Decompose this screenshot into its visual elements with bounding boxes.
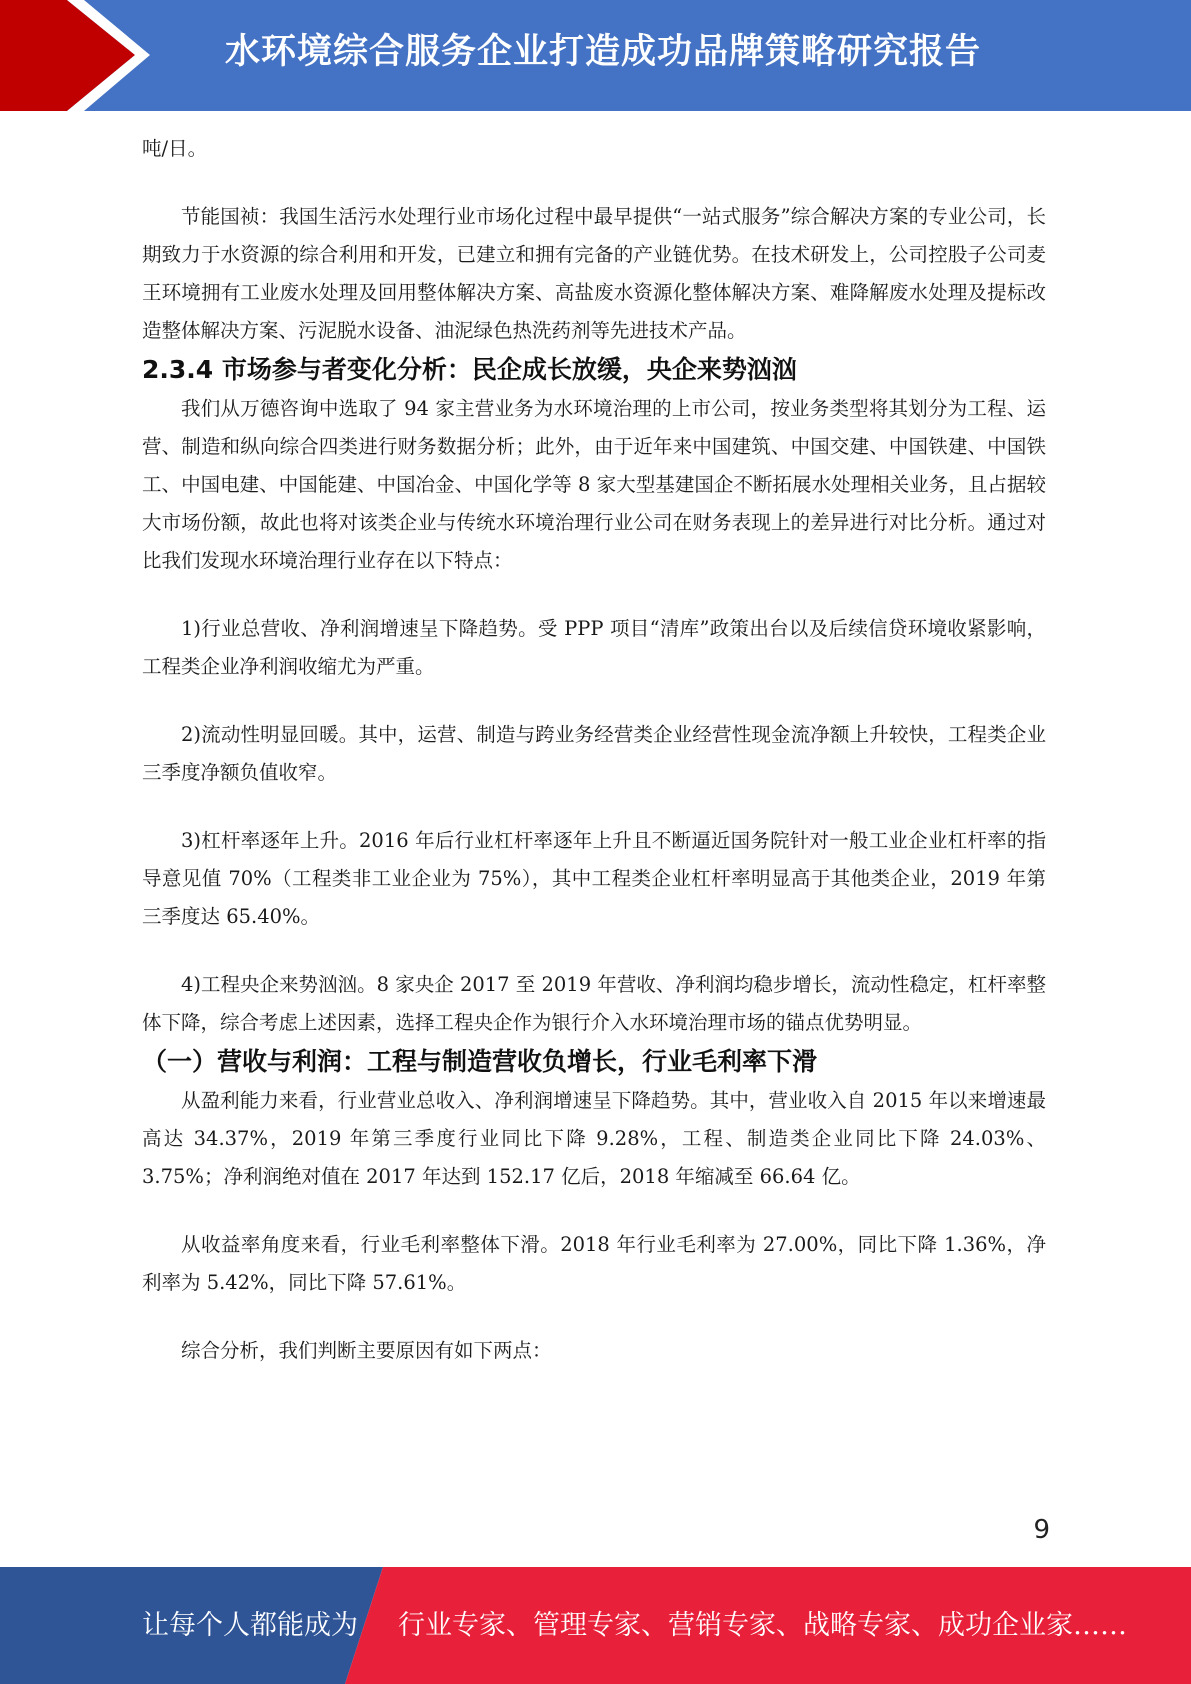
paragraph-profitability: 从盈利能力来看，行业营业总收入、净利润增速呈下降趋势。其中，营业收入自 2015 年以来增速最高达 34.37%，2019 年第三季度行业同比下降 9.28%，工程、制造类企业同比下降 24.03%、3.75%；净利润绝对值在 2017 年达到 152.17 亿后，2018 年缩减至 66.64 亿。 bbox=[142, 1089, 1046, 1188]
paragraph-guozhen: 节能国祯：我国生活污水处理行业市场化过程中最早提供“一站式服务”综合解决方案的专业公司，长期致力于水资源的综合利用和开发，已建立和拥有完备的产业链优势。在技术研发上，公司控股子公司麦王环境拥有工业废水处理及回用整体解决方案、高盐废水资源化整体解决方案、难降解废水处理及提标改造整体解决方案、污泥脱水设备、油泥绿色热洗药剂等先进技术产品。 bbox=[142, 205, 1046, 342]
document-body bbox=[142, 130, 1046, 1370]
section-heading-2-3-4: 2.3.4 市场参与者变化分析：民企成长放缓，央企来势汹汹 bbox=[142, 355, 797, 384]
footer-slogan-left: 让每个人都能成为 bbox=[142, 1610, 358, 1641]
paragraph-point-2: 2)流动性明显回暖。其中，运营、制造与跨业务经营类企业经营性现金流净额上升较快，工程类企业三季度净额负值收窄。 bbox=[142, 723, 1046, 784]
paragraph-point-3: 3)杠杆率逐年上升。2016 年后行业杠杆率逐年上升且不断逼近国务院针对一般工业企业杠杆率的指导意见值 70%（工程类非工业企业为 75%），其中工程类企业杠杆率明显高于其他类企业，2019 年第三季度达 65.40%。 bbox=[142, 829, 1046, 928]
paragraph-continuation: 吨/日。 bbox=[142, 137, 208, 160]
section-heading-revenue-profit: （一）营收与利润：工程与制造营收负增长，行业毛利率下滑 bbox=[142, 1047, 818, 1076]
header-arrow-decoration bbox=[0, 0, 160, 111]
page-footer bbox=[0, 1567, 1191, 1684]
paragraph-margin: 从收益率角度来看，行业毛利率整体下滑。2018 年行业毛利率为 27.00%，同比下降 1.36%，净利率为 5.42%，同比下降 57.61%。 bbox=[142, 1233, 1046, 1294]
footer-slogan-right: 行业专家、管理专家、营销专家、战略专家、成功企业家…… bbox=[398, 1610, 1127, 1641]
paragraph-point-1: 1)行业总营收、净利润增速呈下降趋势。受 PPP 项目“清库”政策出台以及后续信贷环境收紧影响，工程类企业净利润收缩尤为严重。 bbox=[142, 617, 1046, 678]
paragraph-point-4: 4)工程央企来势汹汹。8 家央企 2017 至 2019 年营收、净利润均稳步增长，流动性稳定，杠杆率整体下降，综合考虑上述因素，选择工程央企作为银行介入水环境治理市场的锚点优势明显。 bbox=[142, 973, 1046, 1034]
page-number: 9 bbox=[1033, 1515, 1050, 1545]
page-header bbox=[0, 0, 1191, 111]
paragraph-market-overview: 我们从万德咨询中选取了 94 家主营业务为水环境治理的上市公司，按业务类型将其划分为工程、运营、制造和纵向综合四类进行财务数据分析；此外，由于近年来中国建筑、中国交建、中国铁建、中国铁工、中国电建、中国能建、中国冶金、中国化学等 8 家大型基建国企不断拓展水处理相关业务，且占据较大市场份额，故此也将对该类企业与传统水环境治理行业公司在财务表现上的差异进行对比分析。通过对比我们发现水环境治理行业存在以下特点： bbox=[142, 397, 1046, 572]
header-title: 水环境综合服务企业打造成功品牌策略研究报告 bbox=[225, 32, 982, 72]
paragraph-analysis: 综合分析，我们判断主要原因有如下两点： bbox=[181, 1339, 552, 1362]
